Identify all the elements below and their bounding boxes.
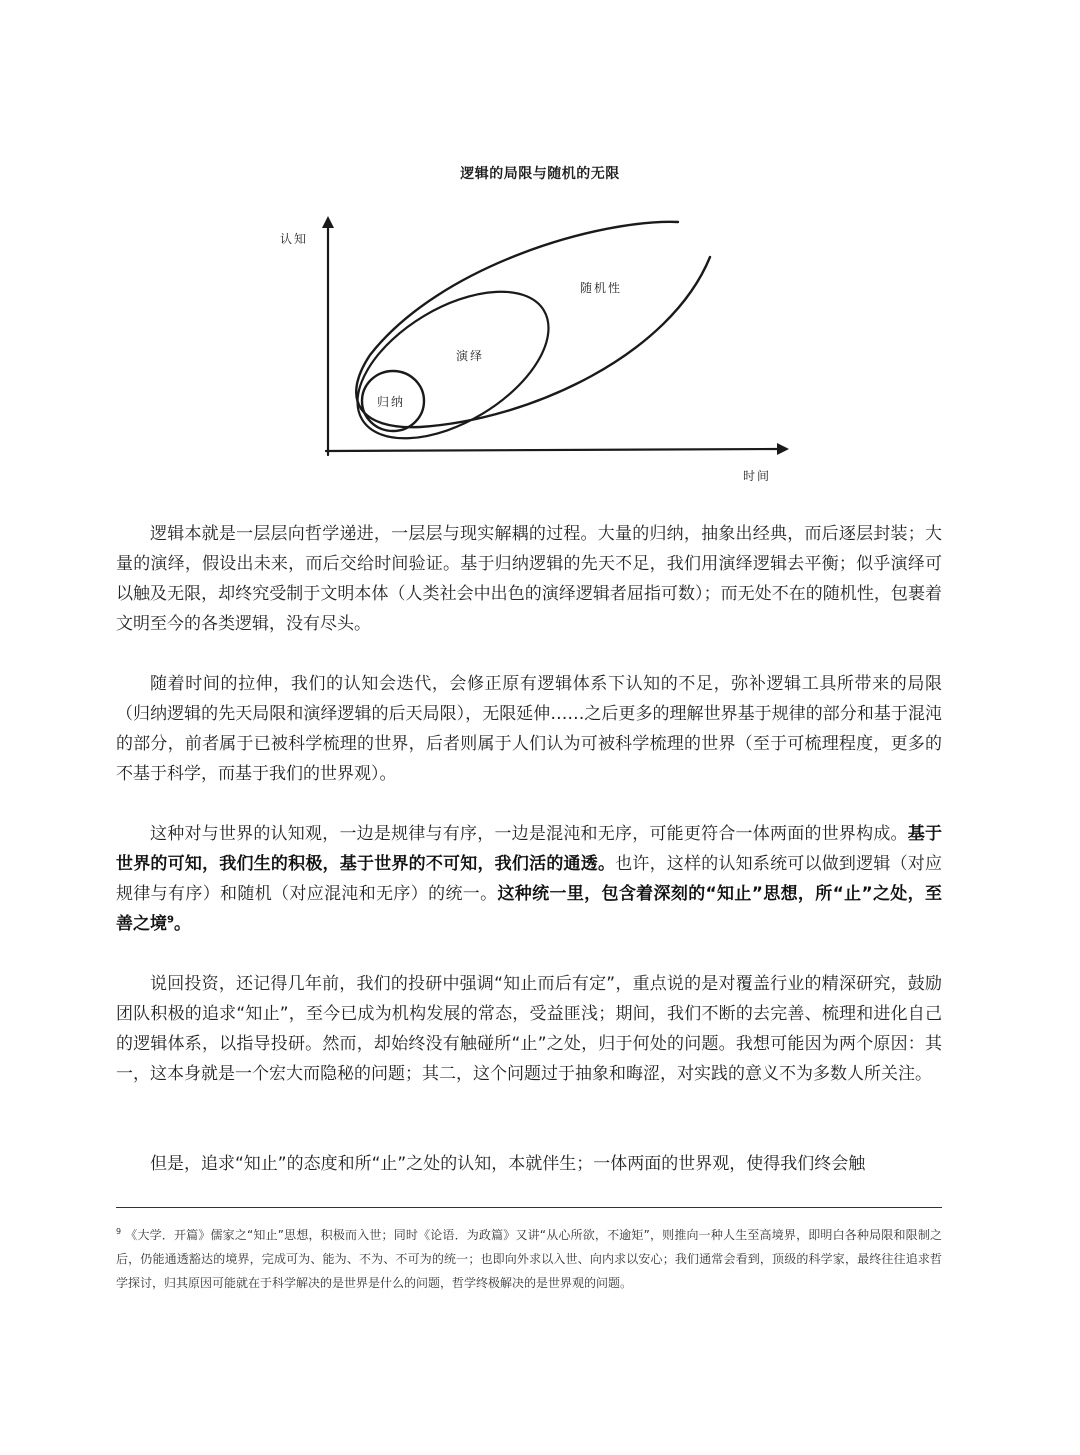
footnote-mark: 9 [116, 1227, 122, 1236]
paragraph-1-text: 逻辑本就是一层层向哲学递进，一层层与现实解耦的过程。大量的归纳，抽象出经典，而后逐层封装；大量的演绎，假设出未来，而后交给时间验证。基于归纳逻辑的先天不足，我们用演绎逻辑去平衡；似乎演绎可以触及无限，却终究受制于文明本体（人类社会中出色的演绎逻辑者屈指可数）；而无处不在的随机性，包裹着文明至今的各类逻辑，没有尽头。 [116, 524, 942, 634]
figure-title: 逻辑的局限与随机的无限 [460, 166, 620, 182]
footnote-divider [116, 1207, 942, 1208]
paragraph-5-text: 但是，追求“知止”的态度和所“止”之处的认知，本就伴生；一体两面的世界观，使得我们终会触 [150, 1154, 866, 1174]
paragraph-5 [116, 1149, 942, 1179]
paragraph-3-bold-1: 基于世界的可知，我们生的积极，基于世界的不可知，我们活的通透。 [116, 824, 943, 874]
paragraph-2 [116, 669, 942, 789]
paragraph-3-text [116, 819, 942, 939]
randomness-label: 随机性 [580, 281, 623, 295]
x-axis-label: 时间 [743, 469, 772, 483]
paragraph-3 [116, 819, 942, 939]
footnote-text: 《大学．开篇》儒家之“知止”思想，积极而入世；同时《论语．为政篇》又讲“从心所欲，不逾矩”，则推向一种人生至高境界，即明白各种局限和限制之后，仍能通透豁达的境界，完成可为、能为、不为、不可为的统一；也即向外求以入世、向内求以安心；我们通常会看到，顶级的科学家，最终往往追求哲学探讨，归其原因可能就在于科学解决的是世界是什么的问题，哲学终极解决的是世界观的问题。 [116, 1228, 942, 1290]
y-axis-arrow [322, 216, 334, 228]
y-axis-label: 认知 [280, 232, 309, 246]
footnote [116, 1223, 942, 1295]
x-axis-line [326, 449, 778, 451]
paragraph-1 [116, 519, 942, 639]
deduction-label: 演绎 [456, 349, 485, 363]
logic-randomness-diagram [270, 205, 810, 495]
paragraph-3-part-a: 这种对与世界的认知观，一边是规律与有序，一边是混沌和无序，可能更符合一体两面的世界构成。 [150, 824, 908, 844]
paragraph-4 [116, 969, 942, 1089]
footnote-reference[interactable]: 9 [167, 914, 174, 926]
paragraph-3-bold-2-text: 这种统一里，包含着深刻的“知止”思想，所“止”之处，至善之境 [116, 884, 942, 934]
paragraph-2-text: 随着时间的拉伸，我们的认知会迭代，会修正原有逻辑体系下认知的不足，弥补逻辑工具所带来的局限（归纳逻辑的先天局限和演绎逻辑的后天局限），无限延伸……之后更多的理解世界基于规律的部分和基于混沌的部分，前者属于已被科学梳理的世界，后者则属于人们认为可被科学梳理的世界（至于可梳理程度，更多的不基于科学，而基于我们的世界观）。 [116, 674, 942, 784]
x-axis-arrow [777, 443, 789, 455]
induction-label: 归纳 [377, 395, 406, 409]
paragraph-4-text: 说回投资，还记得几年前，我们的投研中强调“知止而后有定”，重点说的是对覆盖行业的精深研究，鼓励团队积极的追求“知止”，至今已成为机构发展的常态，受益匪浅；期间，我们不断的去完善、梳理和进化自己的逻辑体系，以指导投研。然而，却始终没有触碰所“止”之处，归于何处的问题。我想可能因为两个原因：其一，这本身就是一个宏大而隐秘的问题；其二，这个问题过于抽象和晦涩，对实践的意义不为多数人所关注。 [116, 974, 942, 1084]
paragraph-3-part-b: 也许，这样的认知系统可以做到逻辑（对应规律与有序）和随机（对应混沌和无序）的统一。 [116, 854, 943, 904]
paragraph-3-end: 。 [173, 914, 191, 934]
deduction-ellipse [333, 262, 573, 469]
